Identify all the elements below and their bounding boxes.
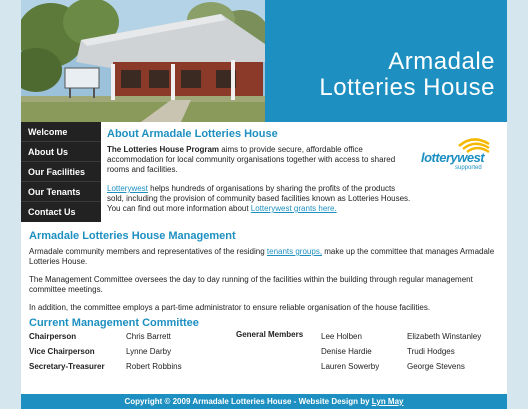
member: Elizabeth Winstanley bbox=[407, 332, 482, 341]
role-secretary-treasurer: Secretary-Treasurer bbox=[29, 362, 105, 371]
tenants-groups-link[interactable]: tenants groups, bbox=[266, 247, 323, 256]
about-p2-text: helps hundreds of organisations by sharing the profits of the products sold, including the provision of community based facilities known as Lotteries Houses. You can find out more information about bbox=[107, 184, 411, 213]
site-title-line1: Armadale bbox=[388, 48, 495, 75]
lotterywest-grants-link[interactable]: Lotterywest grants here. bbox=[250, 204, 337, 213]
lotterywest-supported: supported bbox=[455, 165, 482, 171]
header-banner bbox=[265, 0, 507, 122]
site-title-line2: Lotteries House bbox=[319, 74, 495, 101]
role-chairperson: Chairperson bbox=[29, 332, 77, 341]
main-nav bbox=[21, 122, 101, 222]
about-p1-text: aims to provide secure, affordable office accommodation for local community organisations together with access to shared rooms and facilities. bbox=[107, 145, 396, 174]
member: Trudi Hodges bbox=[407, 347, 455, 356]
committee-heading: Current Management Committee bbox=[29, 317, 199, 329]
footer bbox=[21, 394, 507, 409]
nav-item-our-tenants[interactable]: Our Tenants bbox=[21, 182, 101, 202]
nav-item-welcome[interactable]: Welcome bbox=[21, 122, 101, 142]
management-section bbox=[29, 230, 499, 313]
member: George Stevens bbox=[407, 362, 465, 371]
management-p1-text-b: make up the committee that manages Armadale Lotteries House. bbox=[29, 247, 495, 266]
nav-item-about-us[interactable]: About Us bbox=[21, 142, 101, 162]
role-vice-chairperson: Vice Chairperson bbox=[29, 347, 95, 356]
copyright-text: Copyright © 2009 Armadale Lotteries House - Website Design by bbox=[124, 397, 372, 406]
name-chairperson: Chris Barrett bbox=[126, 332, 171, 341]
management-paragraph-3: In addition, the committee employs a part-time administrator to ensure reliable organisation of the house facilities. bbox=[29, 303, 431, 312]
management-paragraph-2: The Management Committee oversees the day to day running of the facilities within the building through regular management committee meetings. bbox=[29, 275, 473, 294]
member: Lauren Sowerby bbox=[321, 362, 380, 371]
management-heading: Armadale Lotteries House Management bbox=[29, 230, 236, 242]
building-photo bbox=[21, 0, 265, 122]
management-paragraph-1 bbox=[29, 247, 499, 267]
about-paragraph-2 bbox=[107, 184, 411, 214]
name-vice-chairperson: Lynne Darby bbox=[126, 347, 172, 356]
lotterywest-wordmark: lotterywest bbox=[421, 150, 485, 165]
designer-link[interactable]: Lyn May bbox=[371, 397, 404, 406]
about-paragraph-1 bbox=[107, 145, 403, 175]
lotterywest-link[interactable]: Lotterywest bbox=[107, 184, 148, 193]
nav-item-our-facilities[interactable]: Our Facilities bbox=[21, 162, 101, 182]
general-members-label: General Members bbox=[236, 330, 304, 339]
about-heading: About Armadale Lotteries House bbox=[107, 128, 278, 140]
member: Denise Hardie bbox=[321, 347, 372, 356]
program-name: The Lotteries House Program bbox=[107, 145, 220, 154]
nav-item-contact-us[interactable]: Contact Us bbox=[28, 207, 76, 217]
management-p1-text-a: Armadale community members and representatives of the residing bbox=[29, 247, 267, 256]
name-secretary-treasurer: Robert Robbins bbox=[126, 362, 182, 371]
member: Lee Holben bbox=[321, 332, 362, 341]
lotterywest-logo bbox=[419, 134, 501, 174]
page-container bbox=[21, 0, 507, 409]
